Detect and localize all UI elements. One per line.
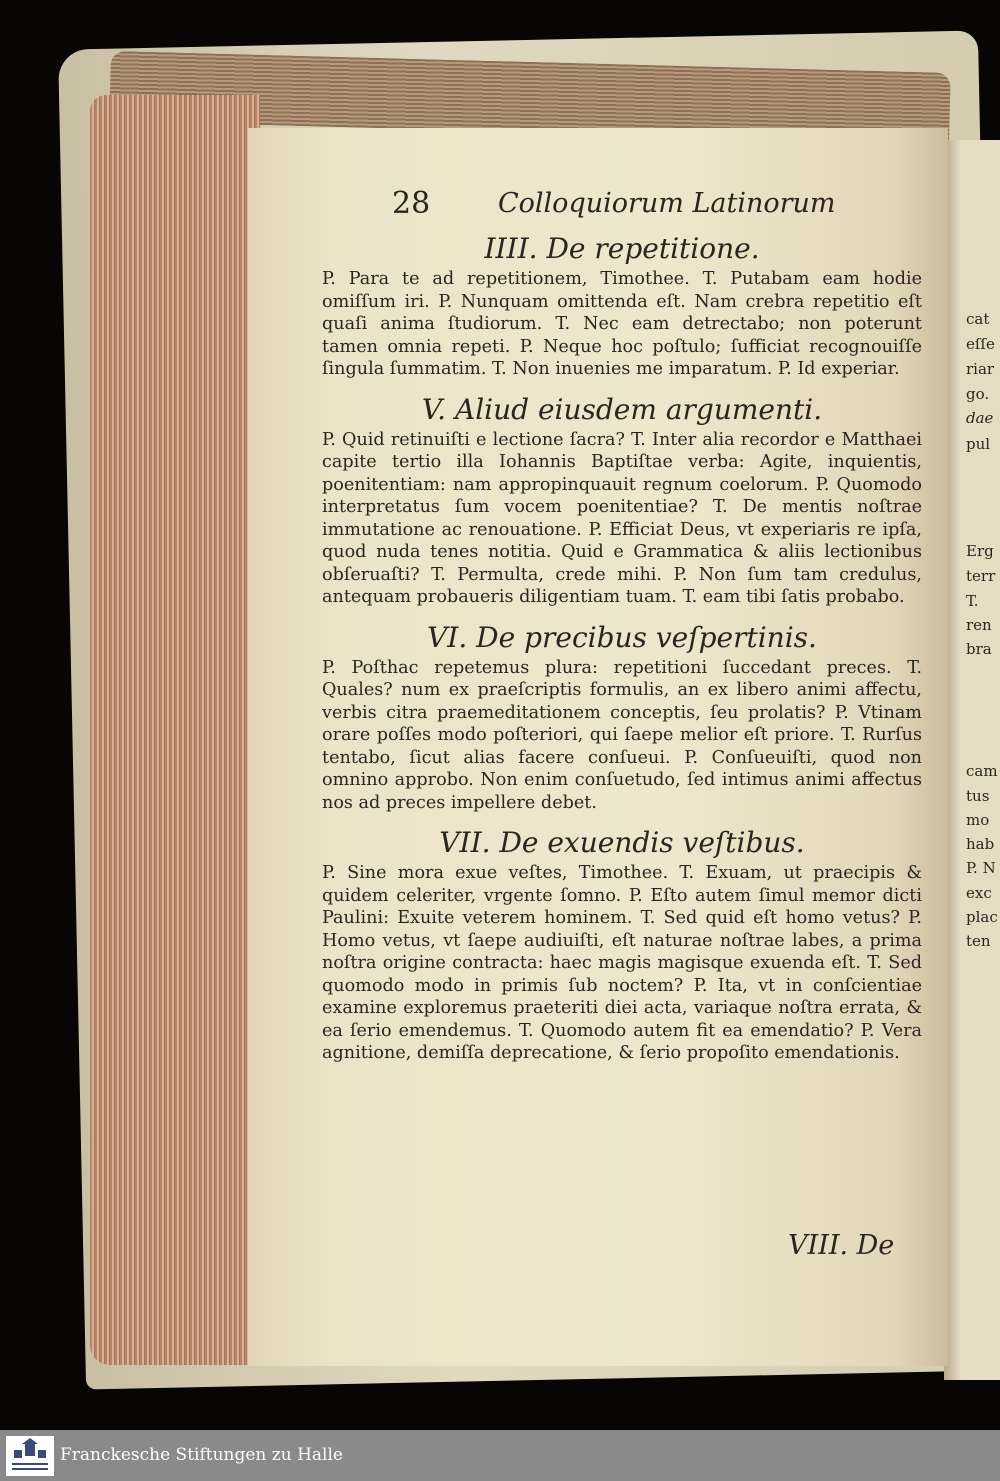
facing-fragment: dae [966,409,994,427]
section-heading-4: IIII. De repetitione. [484,232,760,265]
facing-fragment: hab [966,835,995,853]
facing-fragment: bra [966,640,992,658]
book-fore-edge [90,95,260,1365]
facing-fragment: eſſe [966,335,995,353]
section-heading-6: VI. De precibus veſpertinis. [427,620,817,654]
facing-fragment: pul [966,435,991,453]
facing-fragment: cam [966,762,998,780]
facing-fragment: P. N [966,859,996,877]
facing-fragment: go. [966,385,990,403]
footer-label: Franckesche Stiftungen zu Halle [60,1445,343,1465]
page-text-block [322,182,922,1075]
section-text-5: P. Quid retinuiſti e lectione ſacra? T. Inter alia recordor e Matthaei capite tertio illa Iohannis Baptiſtae verba: Agite, inquientis, poenitentiam: nam appropinquauit regnum coelorum. P. Quomodo interpretatus ſum vocem poenitentiae? T. De mentis noſtrae immutatione ac renouatione. P. Efficiat Deus, vt experiaris re ipſa, quod nuda tenes notitia. Quid e Grammatica & aliis lectionibus obſeruaſti? T. Permulta, crede mihi. P. Non ſum tam credulus, antequam probaueris diligentiam tuam. T. eam tibi ſatis probabo. [322,429,922,607]
facing-fragment: terr [966,567,996,585]
facing-fragment: T. [966,592,979,610]
facing-fragment: ren [966,616,992,634]
section-text-6: P. Poſthac repetemus plura: repetitioni ſuccedant preces. T. Quales? num ex praeſcriptis formulis, an ex libero animi affectu, verbis citra praemeditationem conceptis, ſeu prolatis? P. Vtinam orare poſſes modo poſteriori, qui ſaepe melior eſt priore. T. Rurſus tentabo, ſicut alias facere conſueui. P. Conſueuiſti, quod non omnino approbo. Non enim conſuetudo, ſed intimus animi affectus nos ad preces impellere debet. [322,657,922,813]
facing-fragment: cat [966,310,990,328]
franckesche-logo-icon [6,1436,54,1476]
facing-fragment: exc [966,884,992,902]
page-number: 28 [392,186,431,221]
catchword: VIII. De [788,1230,895,1261]
facing-fragment: Erg [966,542,994,560]
section-heading-7: VII. De exuendis veſtibus. [439,826,805,859]
running-title: Colloquiorum Latinorum [498,188,836,219]
section-text-4: P. Para te ad repetitionem, Timothee. T. Putabam eam hodie omiſſum iri. P. Nunquam omittenda eſt. Nam crebra repetitio eſt quaſi anima ſtudiorum. T. Nec eam detrectabo; non poterunt tamen omnia repeti. P. Neque hoc poſtulo; ſufficiat recognouiſſe ſingula ſummatim. T. Non inuenies me imparatum. P. Id experiar. [322,269,922,379]
section-text-7: P. Sine mora exue veſtes, Timothee. T. Exuam, ut praecipis & quidem celeriter, vrgente ſomno. P. Eſto autem ſimul memor dicti Paulini: Exuite veterem hominem. T. Sed quid eſt homo vetus? P. Homo vetus, vt ſaepe audiuiſti, eſt naturae noſtrae labes, a prima noſtra origine contracta: haec magis magisque exuenda eſt. T. Sed quomodo modo in primis ſub noctem? P. Ita, vt in conſcientiae examine exploremus praeteriti diei acta, variaque noſtra errata, & ea ſerio emendemus. T. Quomodo autem fit ea emendatio? P. Vera agnitione, demiſſa deprecatione, & ſerio propoſito emendationis. [322,863,922,1063]
page-header [322,182,922,230]
footer-bar [0,1430,1000,1481]
facing-fragment: ten [966,932,991,950]
facing-fragment: riar [966,360,995,378]
facing-fragment: tus [966,787,990,805]
facing-fragment: mo [966,811,990,829]
facing-fragment: plac [966,908,998,926]
section-heading-5: V. Aliud eiusdem argumenti. [421,392,823,426]
